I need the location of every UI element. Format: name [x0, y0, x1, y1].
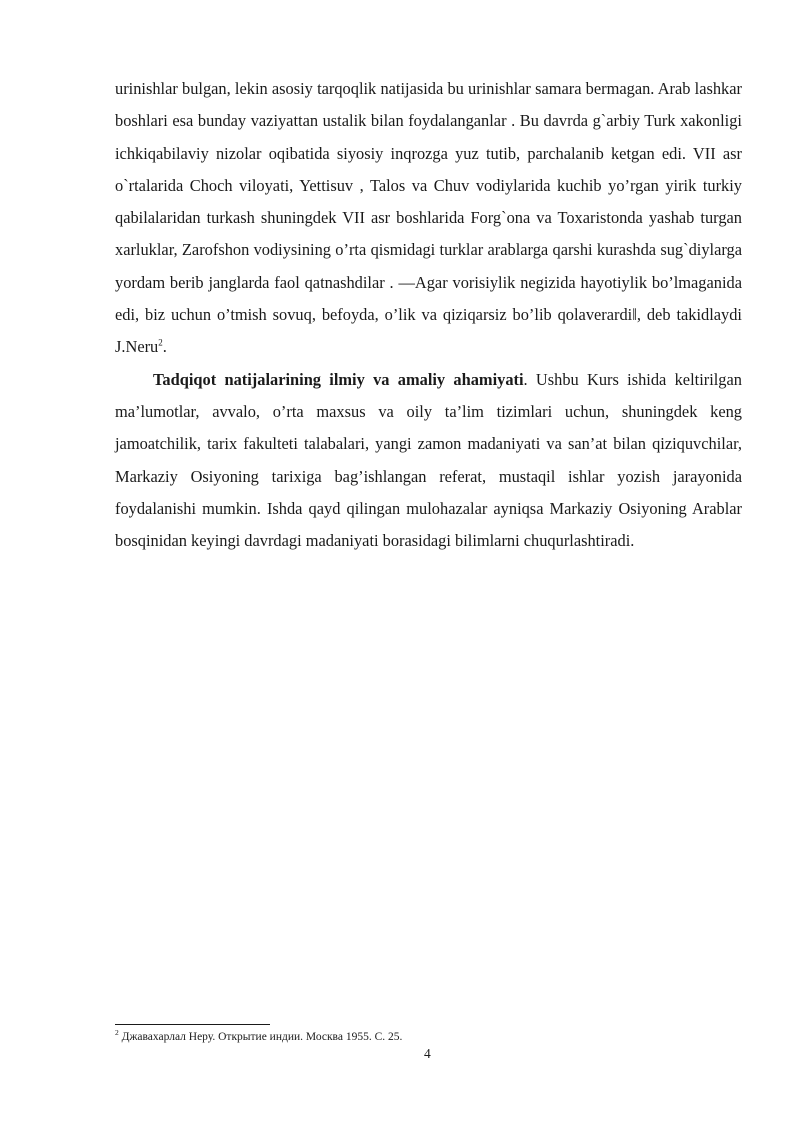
- paragraph-2: [115, 364, 742, 558]
- footnote-reference[interactable]: 2: [158, 337, 163, 348]
- paragraph-1: [115, 73, 742, 364]
- paragraph-2-text: . Ushbu Kurs ishida keltirilgan ma’lumotlar, avvalo, o’rta maxsus va oily ta’lim tizimlari uchun, shuningdek keng jamoatchilik, tarix fakulteti talabalari, yangi zamon madaniyati va san’at bilan qiziquvchilar, Markaziy Osiyoning tarixiga bag’ishlangan referat, mustaqil ishlar yozish jarayonida foydalanishi mumkin. Ishda qayd qilingan mulohazalar ayniqsa Markaziy Osiyoning Arablar bosqinidan keyingi davrdagi madaniyati borasidagi bilimlarni chuqurlashtiradi.: [115, 369, 742, 551]
- footnote-separator: [115, 1024, 270, 1025]
- section-heading: Tadqiqot natijalarining ilmiy va amaliy ahamiyati: [153, 369, 524, 389]
- paragraph-1-end: .: [162, 337, 167, 357]
- body-text: [115, 73, 742, 557]
- footnote-number: 2: [115, 1028, 119, 1038]
- footnote: [115, 1029, 402, 1045]
- paragraph-1-text: urinishlar bulgan, lekin asosiy tarqoqlik natijasida bu urinishlar samara bermagan. Arab lashkar boshlari esa bunday vaziyattan ustalik bilan foydalanganlar . Bu davrda g`arbiy Turk xakonligi ichkiqabilaviy nizolar oqibatida siyosiy inqrozga yuz tutib, parchalanib ketgan edi. VII asr o`rtalarida Choch viloyati, Yettisuv , Talos va Chuv vodiylarida kuchib yo’rgan yirik turkiy qabilalaridan turkash shuningdek VII asr boshlarida Forg`ona va Toxaristonda yashab turgan xarluklar, Zarofshon vodiysining o’rta qismidagi turklar arablarga qarshi kurashda sug`diylarga yordam berib janglarda faol qatnashdilar . ―Agar vorisiylik negizida hayotiylik bo’lmaganida edi, biz uchun o’tmish sovuq, befoyda, o’lik va qiziqarsiz bo’lib qolaverardi‖, deb takidlaydi J.Neru: [115, 79, 742, 357]
- page-number: 4: [424, 1046, 431, 1061]
- footnote-text: Джавахарлал Неру. Открытие индии. Москва 1955. С. 25.: [118, 1031, 403, 1043]
